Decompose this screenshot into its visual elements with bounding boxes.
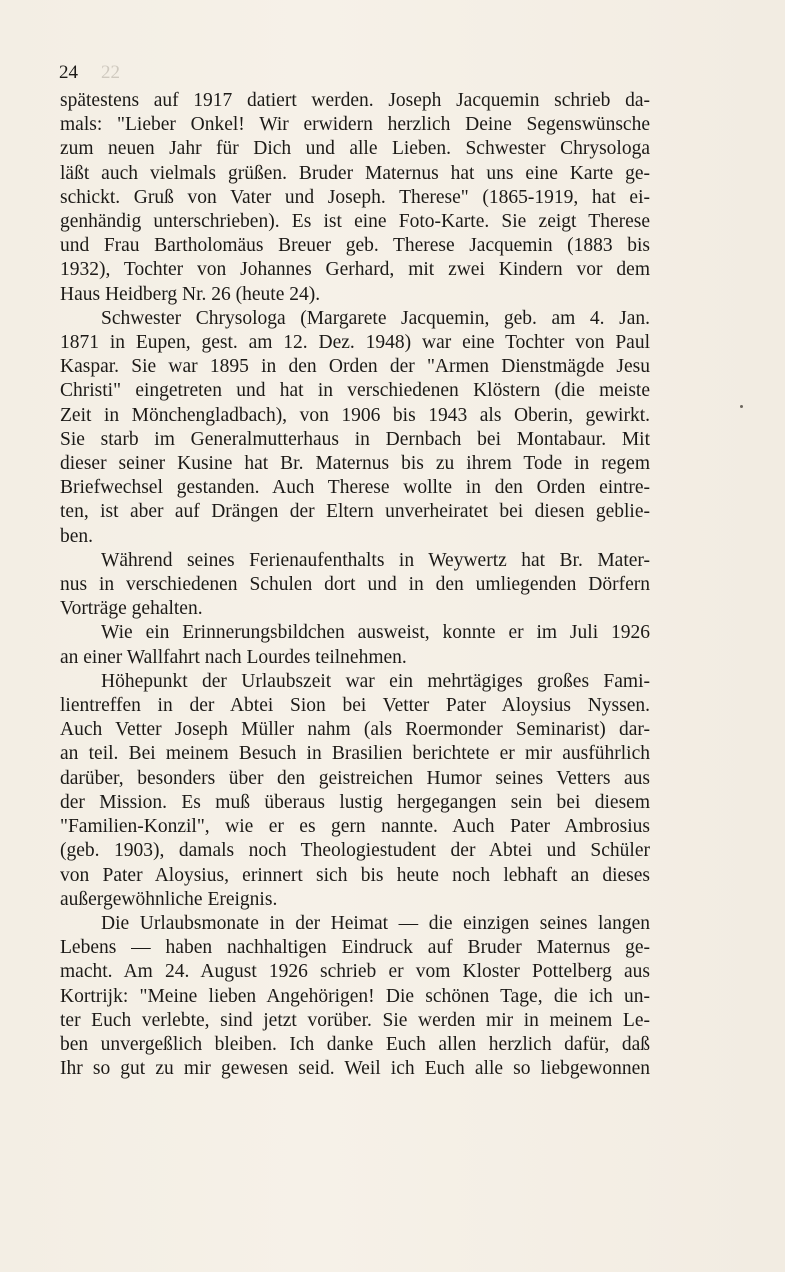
text-line: Schwester Chrysologa (Margarete Jacquemin, geb. am 4. Jan.: [101, 307, 650, 329]
text-line: 1932), Tochter von Johannes Gerhard, mit zwei Kindern vor dem: [60, 259, 650, 281]
text-line: der Mission. Es muß überaus lustig hergegangen sein bei diesem: [60, 791, 650, 813]
text-line: außergewöhnliche Ereignis.: [60, 888, 278, 910]
text-line: Während seines Ferienaufenthalts in Weywertz hat Br. Mater-: [101, 549, 650, 571]
text-line: Kaspar. Sie war 1895 in den Orden der "Armen Dienstmägde Jesu: [60, 356, 650, 378]
text-line: an einer Wallfahrt nach Lourdes teilnehmen.: [60, 646, 407, 668]
text-line: nus in verschiedenen Schulen dort und in den umliegenden Dörfern: [60, 574, 650, 596]
text-line: Die Urlaubsmonate in der Heimat — die einzigen seines langen: [101, 912, 650, 934]
text-line: spätestens auf 1917 datiert werden. Joseph Jacquemin schrieb da-: [60, 90, 650, 111]
text-line: Auch Vetter Joseph Müller nahm (als Roermonder Seminarist) dar-: [60, 719, 650, 741]
text-line: Vorträge gehalten.: [60, 598, 203, 620]
text-line: an teil. Bei meinem Besuch in Brasilien berichtete er mir ausführlich: [60, 743, 650, 765]
text-line: macht. Am 24. August 1926 schrieb er vom Kloster Pottelberg aus: [60, 961, 650, 983]
text-line: Zeit in Mönchengladbach), von 1906 bis 1943 als Oberin, gewirkt.: [60, 404, 650, 426]
text-line: darüber, besonders über den geistreichen Humor seines Vetters aus: [60, 767, 650, 789]
text-line: und Frau Bartholomäus Breuer geb. Therese Jacquemin (1883 bis: [60, 235, 650, 257]
text-line: ben unvergeßlich bleiben. Ich danke Euch allen herzlich dafür, daß: [60, 1033, 650, 1055]
page-number: 24: [59, 62, 78, 83]
text-line: 1871 in Eupen, gest. am 12. Dez. 1948) war eine Tochter von Paul: [60, 332, 650, 354]
body-text: [60, 89, 650, 1081]
text-line: (geb. 1903), damals noch Theologiestudent der Abtei und Schüler: [60, 840, 650, 862]
text-line: "Familien-Konzil", wie er es gern nannte. Auch Pater Ambrosius: [60, 816, 650, 838]
text-line: Kortrijk: "Meine lieben Angehörigen! Die schönen Tage, die ich un-: [60, 985, 650, 1007]
text-line: genhändig unterschrieben). Es ist eine Foto-Karte. Sie zeigt Therese: [60, 211, 650, 233]
text-line: Christi" eingetreten und hat in verschiedenen Klöstern (die meiste: [60, 380, 650, 402]
text-line: ter Euch verlebte, sind jetzt vorüber. Sie werden mir in meinem Le-: [60, 1009, 650, 1031]
text-line: von Pater Aloysius, erinnert sich bis heute noch lebhaft an dieses: [60, 864, 650, 886]
text-line: Wie ein Erinnerungsbildchen ausweist, konnte er im Juli 1926: [101, 622, 650, 644]
paper-speck: [740, 405, 743, 408]
text-line: Sie starb im Generalmutterhaus in Dernbach bei Montabaur. Mit: [60, 428, 650, 450]
text-line: Briefwechsel gestanden. Auch Therese wollte in den Orden eintre-: [60, 477, 650, 499]
text-line: Haus Heidberg Nr. 26 (heute 24).: [60, 283, 321, 305]
text-line: Lebens — haben nachhaltigen Eindruck auf Bruder Maternus ge-: [60, 937, 650, 959]
text-line: dieser seiner Kusine hat Br. Maternus bis zu ihrem Tode in regem: [60, 453, 650, 475]
text-line: Ihr so gut zu mir gewesen seid. Weil ich Euch alle so liebgewonnen: [60, 1058, 650, 1080]
text-line: zum neuen Jahr für Dich und alle Lieben. Schwester Chrysologa: [60, 138, 650, 160]
text-line: schickt. Gruß von Vater und Joseph. Therese" (1865-1919, hat ei-: [60, 186, 650, 208]
text-line: ben.: [60, 525, 94, 547]
bleed-through-page-number: 22: [101, 62, 120, 83]
text-line: Höhepunkt der Urlaubszeit war ein mehrtägiges großes Fami-: [101, 670, 650, 692]
text-line: mals: "Lieber Onkel! Wir erwidern herzlich Deine Segenswünsche: [60, 114, 650, 136]
text-line: ten, ist aber auf Drängen der Eltern unverheiratet bei diesen geblie-: [60, 501, 650, 523]
text-line: läßt auch vielmals grüßen. Bruder Maternus hat uns eine Karte ge-: [60, 162, 650, 184]
text-line: lientreffen in der Abtei Sion bei Vetter Pater Aloysius Nyssen.: [60, 695, 650, 717]
